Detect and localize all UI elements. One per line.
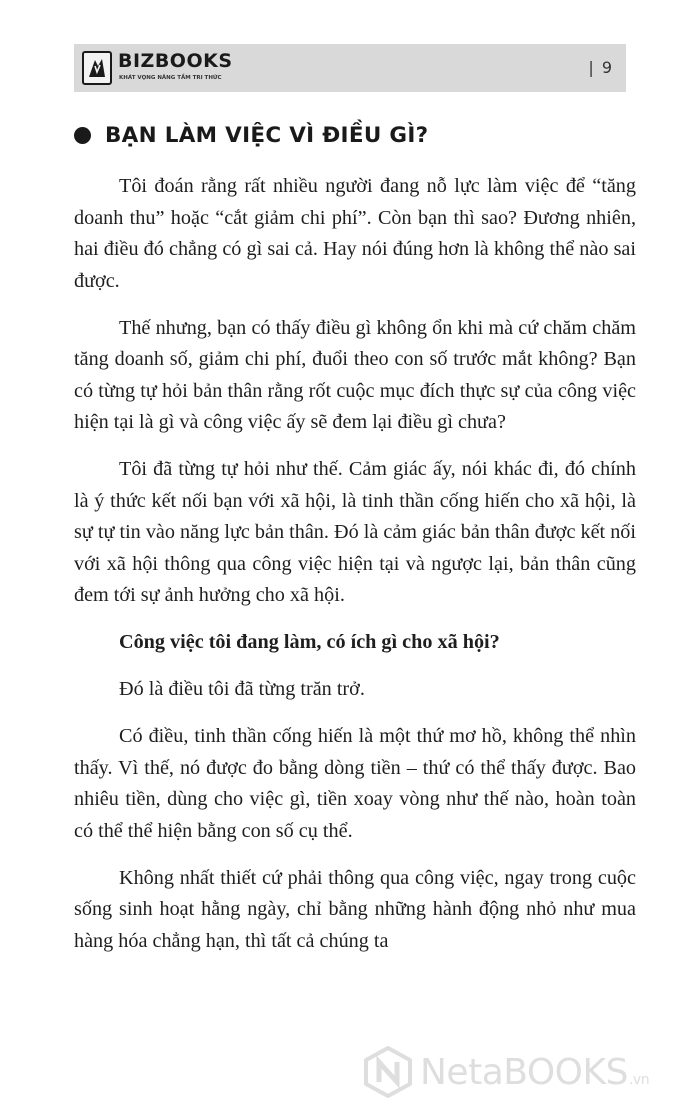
watermark-tld: .vn — [628, 1071, 650, 1088]
header-separator: | — [588, 58, 594, 77]
paragraph: Tôi đoán rằng rất nhiều người đang nỗ lực làm việc để “tăng doanh thu” hoặc “cắt giảm chi phí”. Còn bạn thì sao? Đương nhiên, hai điều đó chẳng có gì sai cả. Hay nói đúng hơn là không thể nào sai được. — [74, 175, 636, 292]
netabooks-watermark — [362, 1046, 649, 1098]
bold-question: Công việc tôi đang làm, có ích gì cho xã hội? — [119, 631, 500, 653]
paragraph: Đó là điều tôi đã từng trăn trở. — [119, 678, 365, 700]
body-text — [74, 171, 636, 973]
watermark-name: NetaBOOKS — [420, 1051, 628, 1093]
netabooks-logo-icon — [362, 1046, 414, 1098]
brand-tagline: KHÁT VỌNG NÂNG TẦM TRI THỨC — [119, 75, 222, 81]
brand-name: BIZBOOKS — [118, 50, 233, 72]
page-number-block — [588, 57, 612, 79]
section-heading — [74, 118, 634, 152]
bullet-icon — [74, 127, 91, 144]
paragraph: Có điều, tinh thần cống hiến là một thứ mơ hồ, không thể nhìn thấy. Vì thế, nó được đo bằng dòng tiền – thứ có thể thấy được. Bao nhiêu tiền, dùng cho việc gì, tiền xoay vòng như thế nào, hoàn toàn có thể thể hiện bằng con số cụ thể. — [74, 725, 636, 842]
section-heading-text: BẠN LÀM VIỆC VÌ ĐIỀU GÌ? — [105, 122, 429, 148]
paragraph: Thế nhưng, bạn có thấy điều gì không ổn khi mà cứ chăm chăm tăng doanh số, giảm chi phí, đuổi theo con số trước mắt không? Bạn có từng tự hỏi bản thân rằng rốt cuộc mục đích thực sự của công việc hiện tại là gì và công việc ấy sẽ đem lại điều gì chưa? — [74, 316, 636, 433]
page-number: 9 — [601, 58, 612, 77]
watermark-text — [420, 1052, 649, 1093]
running-header — [74, 44, 626, 92]
paragraph: Không nhất thiết cứ phải thông qua công việc, ngay trong cuộc sống sinh hoạt hằng ngày, chỉ bằng những hành động nhỏ như mua hàng hóa chẳng hạn, thì tất cả chúng ta — [74, 866, 636, 952]
bizbooks-logo-icon — [82, 51, 112, 85]
paragraph: Tôi đã từng tự hỏi như thế. Cảm giác ấy, nói khác đi, đó chính là ý thức kết nối bạn với xã hội, là tinh thần cống hiến cho xã hội, là sự tự tin vào năng lực bản thân. Đó là cảm giác bản thân được kết nối với xã hội thông qua công việc hiện tại và ngược lại, bản thân cũng đem tới sự ảnh hưởng cho xã hội. — [74, 458, 636, 606]
